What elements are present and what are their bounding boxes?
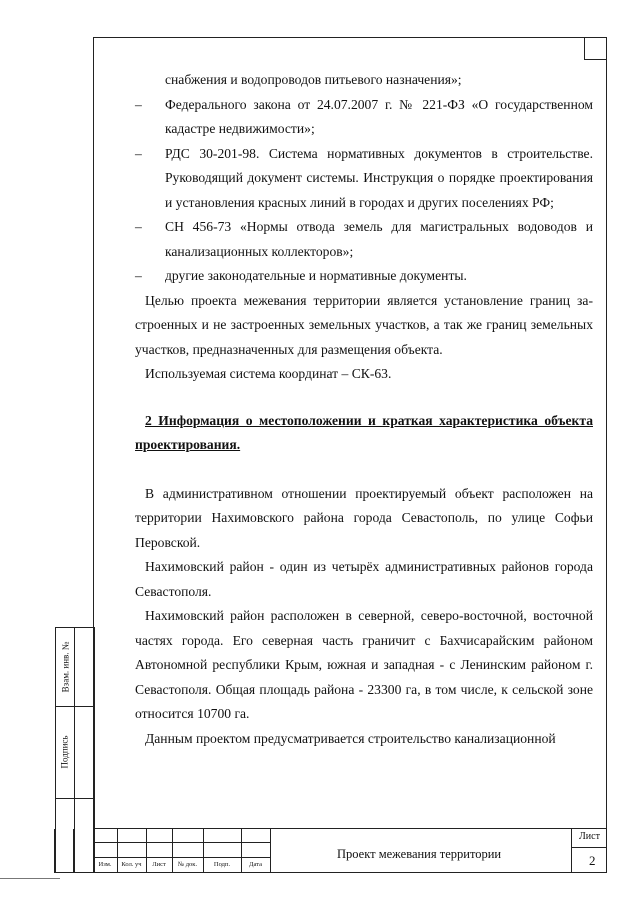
- tb-label-podp: Подп.: [213, 861, 231, 868]
- document-body: [135, 68, 593, 751]
- section-heading: 2 Информация о местоположении и краткая характеристика объекта проектирования.: [135, 412, 593, 452]
- tb-label-list: Лист: [152, 861, 166, 868]
- tb-line: [93, 842, 270, 843]
- title-block: [93, 828, 607, 873]
- stamp-divider: [74, 628, 75, 872]
- corner-box: [584, 37, 607, 60]
- paragraph: Используемая система координат – СК-63.: [145, 366, 392, 381]
- list-item: [135, 215, 593, 264]
- sheet-number: 2: [589, 853, 596, 868]
- stamp-signature-label: Подпись: [60, 735, 70, 769]
- dash-bullet: –: [135, 268, 142, 283]
- tb-label-date: Дата: [249, 861, 262, 868]
- bottom-rule: [0, 878, 60, 879]
- list-item-text: Федерального закона от 24.07.2007 г. № 221-ФЗ «О государственном кадастре недвижимости»;: [165, 96, 593, 136]
- tb-line: [54, 829, 55, 873]
- list-item: [135, 93, 593, 142]
- paragraph: Нахимовский район - один из четырёх административных районов города Севастополя.: [135, 559, 593, 599]
- tb-line: [270, 829, 271, 873]
- text-line-1: снабжения и водопроводов питьевого назначения»;: [165, 72, 462, 87]
- list-item: [135, 264, 593, 289]
- tb-line: [73, 829, 74, 873]
- sheet-label: Лист: [579, 831, 600, 842]
- paragraph: Данным проектом предусматривается строительство канализационной: [145, 730, 556, 746]
- document-title: Проект межевания территории: [337, 847, 502, 861]
- tb-line: [93, 857, 270, 858]
- tb-label-izm: Изм.: [98, 861, 112, 868]
- tb-line: [571, 847, 607, 848]
- tb-line: [571, 829, 572, 873]
- paragraph: В административном отношении проектируемый объект расположен на территории Нахимовского района города Севастополь, по улице Софьи Перовской.: [135, 485, 593, 550]
- stamp-vzam-label: Взам. инв. №: [60, 641, 70, 693]
- dash-bullet: –: [135, 219, 142, 234]
- stamp-divider: [56, 798, 94, 799]
- side-stamp: [55, 627, 95, 873]
- paragraph: Нахимовский район расположен в северной, северо-восточной, восточной частях города. Его северная часть граничит с Бахчисарайским районом Автономной республики Крым, южная и западная - с Ленинским районом г. Севастополя. Общая площадь района - 23300 га, в том числе, к сельской зоне относится 10700 га.: [135, 608, 593, 721]
- dash-bullet: –: [135, 96, 142, 112]
- paragraph: Целью проекта межевания территории является установление границ застроенных и не застроенных земельных участков, а так же границ земельных участков, предназначенных для размещения объекта.: [135, 292, 593, 357]
- list-item-text: РДС 30-201-98. Система нормативных документов в строительстве. Руководящий документ системы. Инструкция о порядке проектирования и установления красных линий в городах и других поселениях РФ;: [165, 145, 593, 210]
- dash-bullet: –: [135, 145, 142, 161]
- list-item-text: СН 456-73 «Нормы отвода земель для магистральных водоводов и канализационных коллекторов»;: [165, 219, 593, 259]
- tb-label-doc: № док.: [177, 861, 198, 868]
- tb-label-kol: Кол. уч: [121, 861, 142, 868]
- list-item-text: другие законодательные и нормативные документы.: [165, 268, 467, 283]
- list-item: [135, 142, 593, 216]
